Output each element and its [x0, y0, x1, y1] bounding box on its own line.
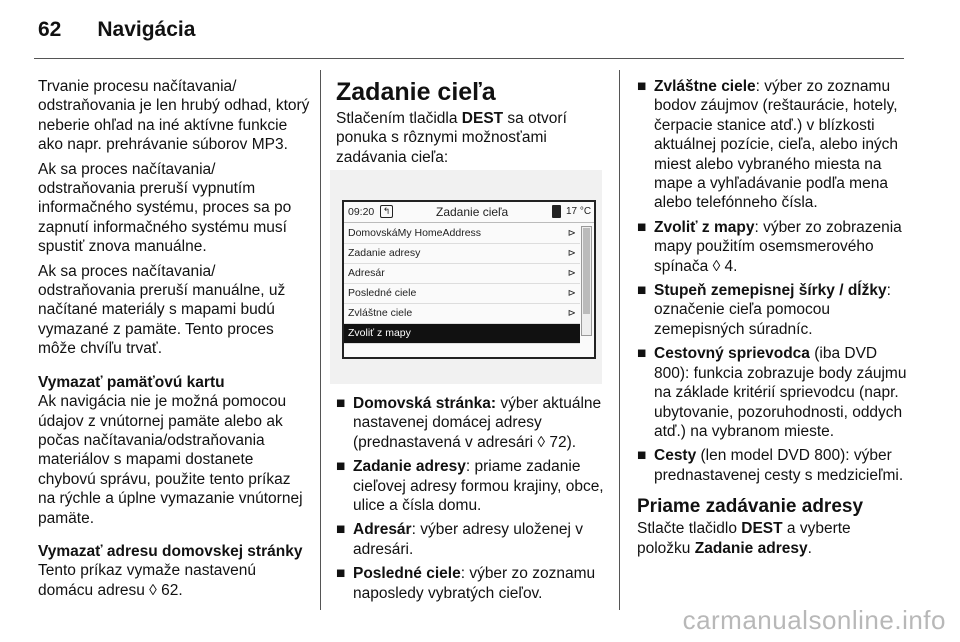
column-2 — [336, 77, 608, 172]
screen-menu-item[interactable]: DomovskáMy HomeAddress ⊳ — [344, 224, 580, 244]
arrow-right-icon: ⊳ — [567, 288, 576, 299]
paragraph-clear-memory: Ak navigácia nie je možná pomocou údajov z vnútornej pamäte alebo ak počas načítavania/odstraňovania materiálov s mapami dostanete chybovú správu, použite tento príkaz na rýchle a úplne vymazanie vnútornej pamäte. — [38, 393, 303, 527]
screen-menu-item[interactable]: Posledné ciele ⊳ — [344, 284, 580, 304]
bullet-coordinates: ■ Stupeň zemepisnej šírky / dĺžky: označenie cieľa pomocou zemepisných súradníc. — [637, 282, 891, 338]
screen-time: 09:20 — [348, 206, 375, 218]
screen-menu-item-selected[interactable]: Zvoliť z mapy — [344, 324, 580, 344]
bullet-address-entry: ■ Zadanie adresy: priame zadanie cieľovej adresy formou krajiny, obce, ulice a čísla domu. — [336, 458, 604, 515]
paragraph-direct-address: Stlačte tlačidlo DEST a vyberte položku Zadanie adresy. — [637, 520, 851, 557]
column-3 — [637, 77, 907, 563]
display-screen — [342, 200, 596, 359]
page-header — [38, 18, 195, 42]
column-divider-1 — [320, 70, 321, 610]
arrow-right-icon: ⊳ — [567, 268, 576, 279]
heading-clear-home: Vymazať adresu domovskej stránky — [38, 542, 303, 560]
heading-clear-memory: Vymazať pamäťovú kartu — [38, 373, 225, 391]
phone-icon — [552, 205, 561, 218]
screen-image — [330, 170, 602, 384]
screen-menu-item[interactable]: Adresár ⊳ — [344, 264, 580, 284]
page-title: Navigácia — [97, 18, 196, 41]
arrow-right-icon: ⊳ — [567, 228, 576, 239]
screen-title: Zadanie cieľa — [436, 205, 509, 219]
watermark: carmanualsonline.info — [682, 605, 946, 635]
bullet-address-book: ■ Adresár: výber adresy uloženej v adresári. — [336, 521, 584, 558]
bullet-routes: ■ Cesty (len model DVD 800): výber prednastavenej cesty s medzicieľmi. — [637, 447, 904, 484]
screen-menu-item[interactable]: Zadanie adresy ⊳ — [344, 244, 580, 264]
screen-scrollbar[interactable] — [581, 226, 592, 336]
paragraph-power-off: Ak sa proces načítavania/ odstraňovania preruší vypnutím informačného systému, proces sa po zapnutí informačného systému musí spustiť znova manuálne. — [38, 160, 292, 256]
screen-status-bar — [344, 202, 594, 223]
heading-destination-entry: Zadanie cieľa — [336, 78, 496, 106]
screen-menu-item[interactable]: Zvláštne ciele ⊳ — [344, 304, 580, 324]
arrow-right-icon: ⊳ — [567, 248, 576, 259]
column-2-bullets — [336, 394, 611, 608]
arrow-right-icon: ⊳ — [567, 308, 576, 319]
heading-direct-address-entry: Priame zadávanie adresy — [637, 496, 864, 518]
column-divider-2 — [619, 70, 620, 610]
screen-menu — [344, 224, 580, 344]
bullet-travel-guide: ■ Cestovný sprievodca (iba DVD 800): funkcia zobrazuje body záujmu na základe kritérií sprievodcu (napr. ubytovanie, pozoruhodnosti, oddych atď.) na vybranom mieste. — [637, 345, 907, 440]
paragraph-clear-home: Tento príkaz vymaže nastavenú domácu adresu ◊ 62. — [38, 562, 256, 599]
scrollbar-thumb[interactable] — [583, 228, 590, 314]
paragraph-manual-abort: Ak sa proces načítavania/ odstraňovania preruší manuálne, už načítané materiály s mapami budú vymazané z pamäte. Tento proces môže chvíľu trvať. — [38, 262, 286, 358]
bullet-select-from-map: ■ Zvoliť z mapy: výber zo zobrazenia mapy použitím osemsmerového spínača ◊ 4. — [637, 218, 902, 275]
paragraph-duration: Trvanie procesu načítavania/ odstraňovania je len hrubý odhad, ktorý neberie ohľad na iné aktívne funkcie ako napr. prehrávanie súborov MP3. — [38, 78, 310, 154]
paragraph-intro: Stlačením tlačidla DEST sa otvorí ponuka s rôznymi možnosťami zadávania cieľa: — [336, 110, 567, 166]
bullet-special-destinations: ■ Zvláštne ciele: výber zo zoznamu bodov záujmov (reštaurácie, hotely, čerpacie stanice atď.) v blízkosti aktuálnej pozície, cieľa, alebo iných miest alebo vybraného miesta na mape a vyhľadávanie podľa mena alebo telefónneho čísla. — [637, 78, 899, 212]
header-rule — [34, 58, 904, 59]
column-1 — [38, 77, 310, 605]
bullet-home: ■ Domovská stránka: výber aktuálne nastavenej domácej adresy (prednastavená v adresári ◊ 72). — [336, 395, 602, 451]
page-number: 62 — [38, 18, 62, 41]
bullet-last-destinations: ■ Posledné ciele: výber zo zoznamu naposledy vybratých cieľov. — [336, 565, 596, 602]
navigation-icon: ↰ — [380, 205, 393, 218]
screen-temperature: 17 °C — [566, 206, 592, 217]
